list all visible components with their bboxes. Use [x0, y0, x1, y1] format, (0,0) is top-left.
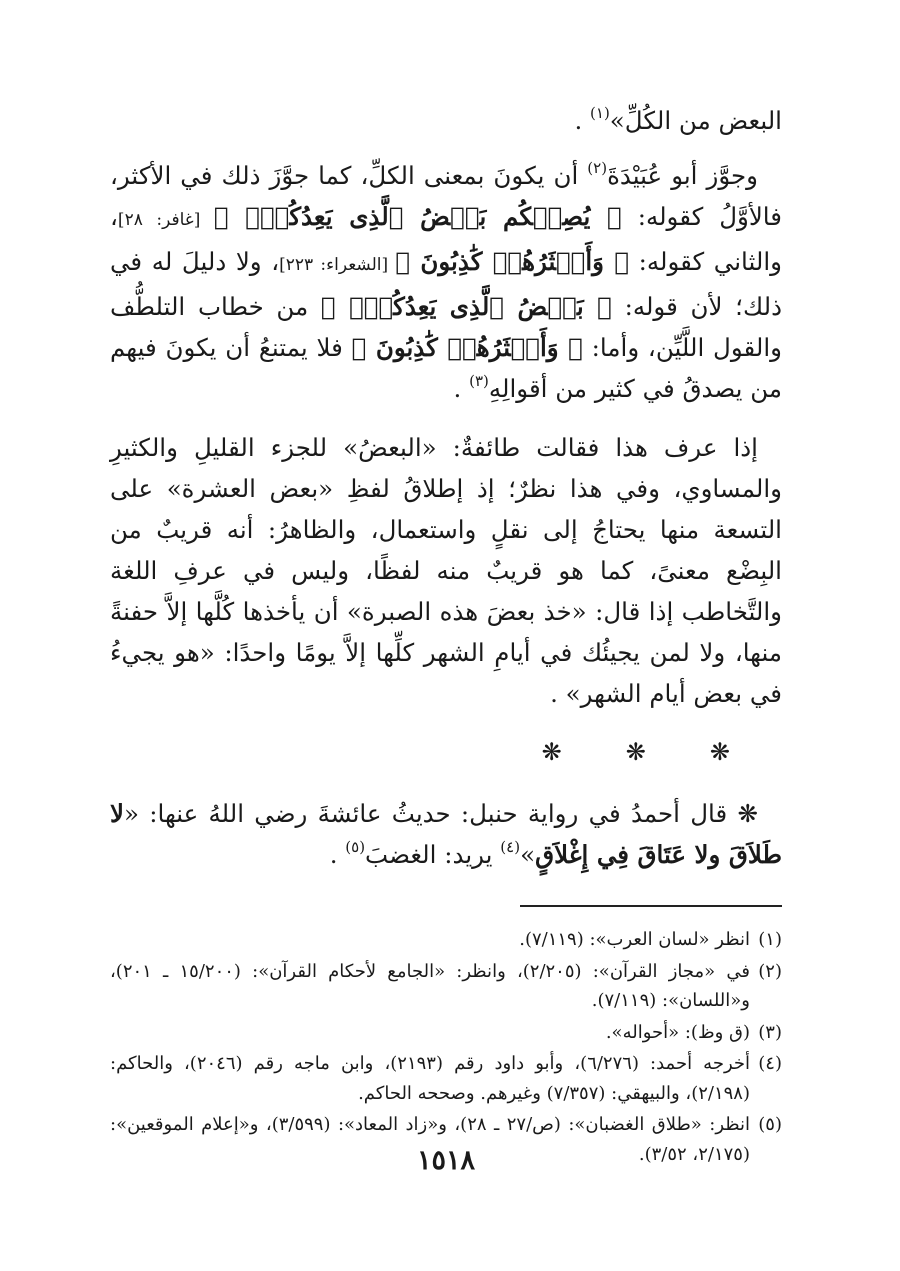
- quran-ref-1: [غافر: ٢٨]: [117, 210, 214, 230]
- p0-text: البعض من الكُلِّ»: [609, 106, 782, 135]
- footnote-ref-4[interactable]: (٤): [500, 837, 521, 856]
- footnote-number: (٥): [758, 1114, 782, 1135]
- paragraph-0: [110, 100, 782, 141]
- p3-end: .: [329, 840, 346, 869]
- quran-ref-2: [الشعراء: ٢٢٣]: [279, 255, 396, 275]
- footnote-divider: [520, 905, 782, 907]
- footnote-number: (٤): [758, 1053, 782, 1074]
- footnotes: [110, 925, 782, 1169]
- footnote-2: [110, 957, 782, 1016]
- p3-close: »: [520, 840, 536, 869]
- footnote-text: أخرجه أحمد: (٦/٢٧٦)، وأبو داود رقم (٢١٩٣)، وابن ماجه رقم (٢٠٤٦)، والحاكم: (٢/١٩٨)، والبيهقي: (٧/٣٥٧) وغيرهم. وصححه الحاكم.: [110, 1053, 751, 1104]
- footnote-text: انظر: «طلاق الغضبان»: (ص/٢٧ ـ ٢٨)، و«زاد المعاد»: (٣/٥٩٩)، و«إعلام الموقعين»: (٢/١٧٥، ٣/٥٢).: [110, 1114, 751, 1165]
- p3-t2: يريد: الغضبَ: [365, 840, 501, 869]
- p3-lead: ❋ قال أحمدُ في رواية حنبل: حديثُ عائشةَ رضي اللهُ عنها: «: [123, 799, 758, 828]
- main-text: [110, 100, 782, 875]
- footnote-number: (٣): [758, 1021, 782, 1043]
- quran-verse-1: ﴿ يُصِبۡكُم بَعۡضُ ٱلَّذِى يَعِدُكُمۡۖ ﴾: [213, 202, 622, 231]
- section-separator: [110, 732, 782, 773]
- footnote-number: (١): [758, 929, 782, 950]
- quran-verse-2: ﴿ وَأَكۡثَرُهُمۡ كَٰذِبُونَ ﴾: [395, 247, 630, 276]
- footnote-1: [110, 925, 782, 955]
- star-icon: ❋: [541, 738, 602, 766]
- footnote-ref-5[interactable]: (٥): [345, 837, 366, 856]
- p1-t2: أن يكونَ بمعنى الكلِّ، كما جوَّزَ ذلك في الأكثر، فالأوَّلُ كقوله:: [110, 161, 782, 231]
- page-number: ١٥١٨: [416, 1145, 475, 1176]
- paragraph-1: [110, 155, 782, 409]
- p1-t4: ، ولا دليلَ له في ذلك؛ لأن قوله:: [110, 247, 782, 321]
- footnote-4: [110, 1049, 782, 1108]
- footnote-number: (٢): [758, 960, 782, 982]
- page-content: [110, 100, 782, 1271]
- footnote-ref-2[interactable]: (٢): [587, 158, 608, 177]
- footnote-text: في «مجاز القرآن»: (٢/٢٠٥)، وانظر: «الجامع لأحكام القرآن»: (١٥/٢٠٠ ـ ٢٠١)، و«اللسان»: (٧/١١٩).: [110, 960, 750, 1011]
- p0-end: .: [574, 106, 591, 135]
- footnote-ref-1[interactable]: (١): [590, 103, 610, 122]
- star-icon: ❋: [625, 738, 686, 766]
- footnote-ref-3[interactable]: (٣): [469, 371, 489, 390]
- p1-t3: ، والثاني كقوله:: [110, 202, 782, 276]
- hadith-text: لا طَلاَقَ ولا عَتَاقَ فِي إِغْلاَقٍ: [110, 799, 782, 869]
- footnote-3: [110, 1018, 782, 1048]
- p1-end: .: [453, 374, 470, 403]
- quran-verse-4: ﴿ وَأَكۡثَرُهُمۡ كَٰذِبُونَ ﴾: [351, 333, 583, 362]
- p1-t5: من خطاب التلطُّف والقول اللَّيِّن، وأما:: [110, 292, 783, 362]
- paragraph-2: إذا عرف هذا فقالت طائفةٌ: «البعضُ» للجزء القليلِ والكثيرِ والمساوي، وفي هذا نظرٌ؛ إذ إطلاقُ لفظِ «بعض العشرة» على التسعة منها يحتاجُ إلى نقلٍ واستعمال، والظاهرُ: أنه قريبٌ من البِضْع معنىً، كما هو قريبٌ منه لفظًا، وليس في عرفِ اللغة والتَّخاطب إذا قال: «خذ بعضَ هذه الصبرة» أن يأخذها كُلَّها إلاَّ حفنةً منها، ولا لمن يجيئُك في أيامِ الشهر كلِّها إلاَّ يومًا واحدًا: «هو يجيءُ في بعض أيام الشهر» .: [110, 433, 782, 708]
- p1-t1: وجوَّز أبو عُبَيْدَةَ: [607, 161, 758, 190]
- star-icon: ❋: [709, 738, 770, 766]
- p1-t6: فلا يمتنعُ أن يكونَ فيهم من يصدقُ في كثير من أقوالِهِ: [110, 333, 782, 403]
- footnote-text: انظر «لسان العرب»: (٧/١١٩).: [519, 929, 750, 950]
- quran-verse-3: ﴿ بَعۡضُ ٱلَّذِى يَعِدُكُمۡۖ ﴾: [320, 292, 612, 321]
- footnote-text: (ق وظ): «أحواله».: [605, 1021, 750, 1043]
- paragraph-3: [110, 793, 782, 875]
